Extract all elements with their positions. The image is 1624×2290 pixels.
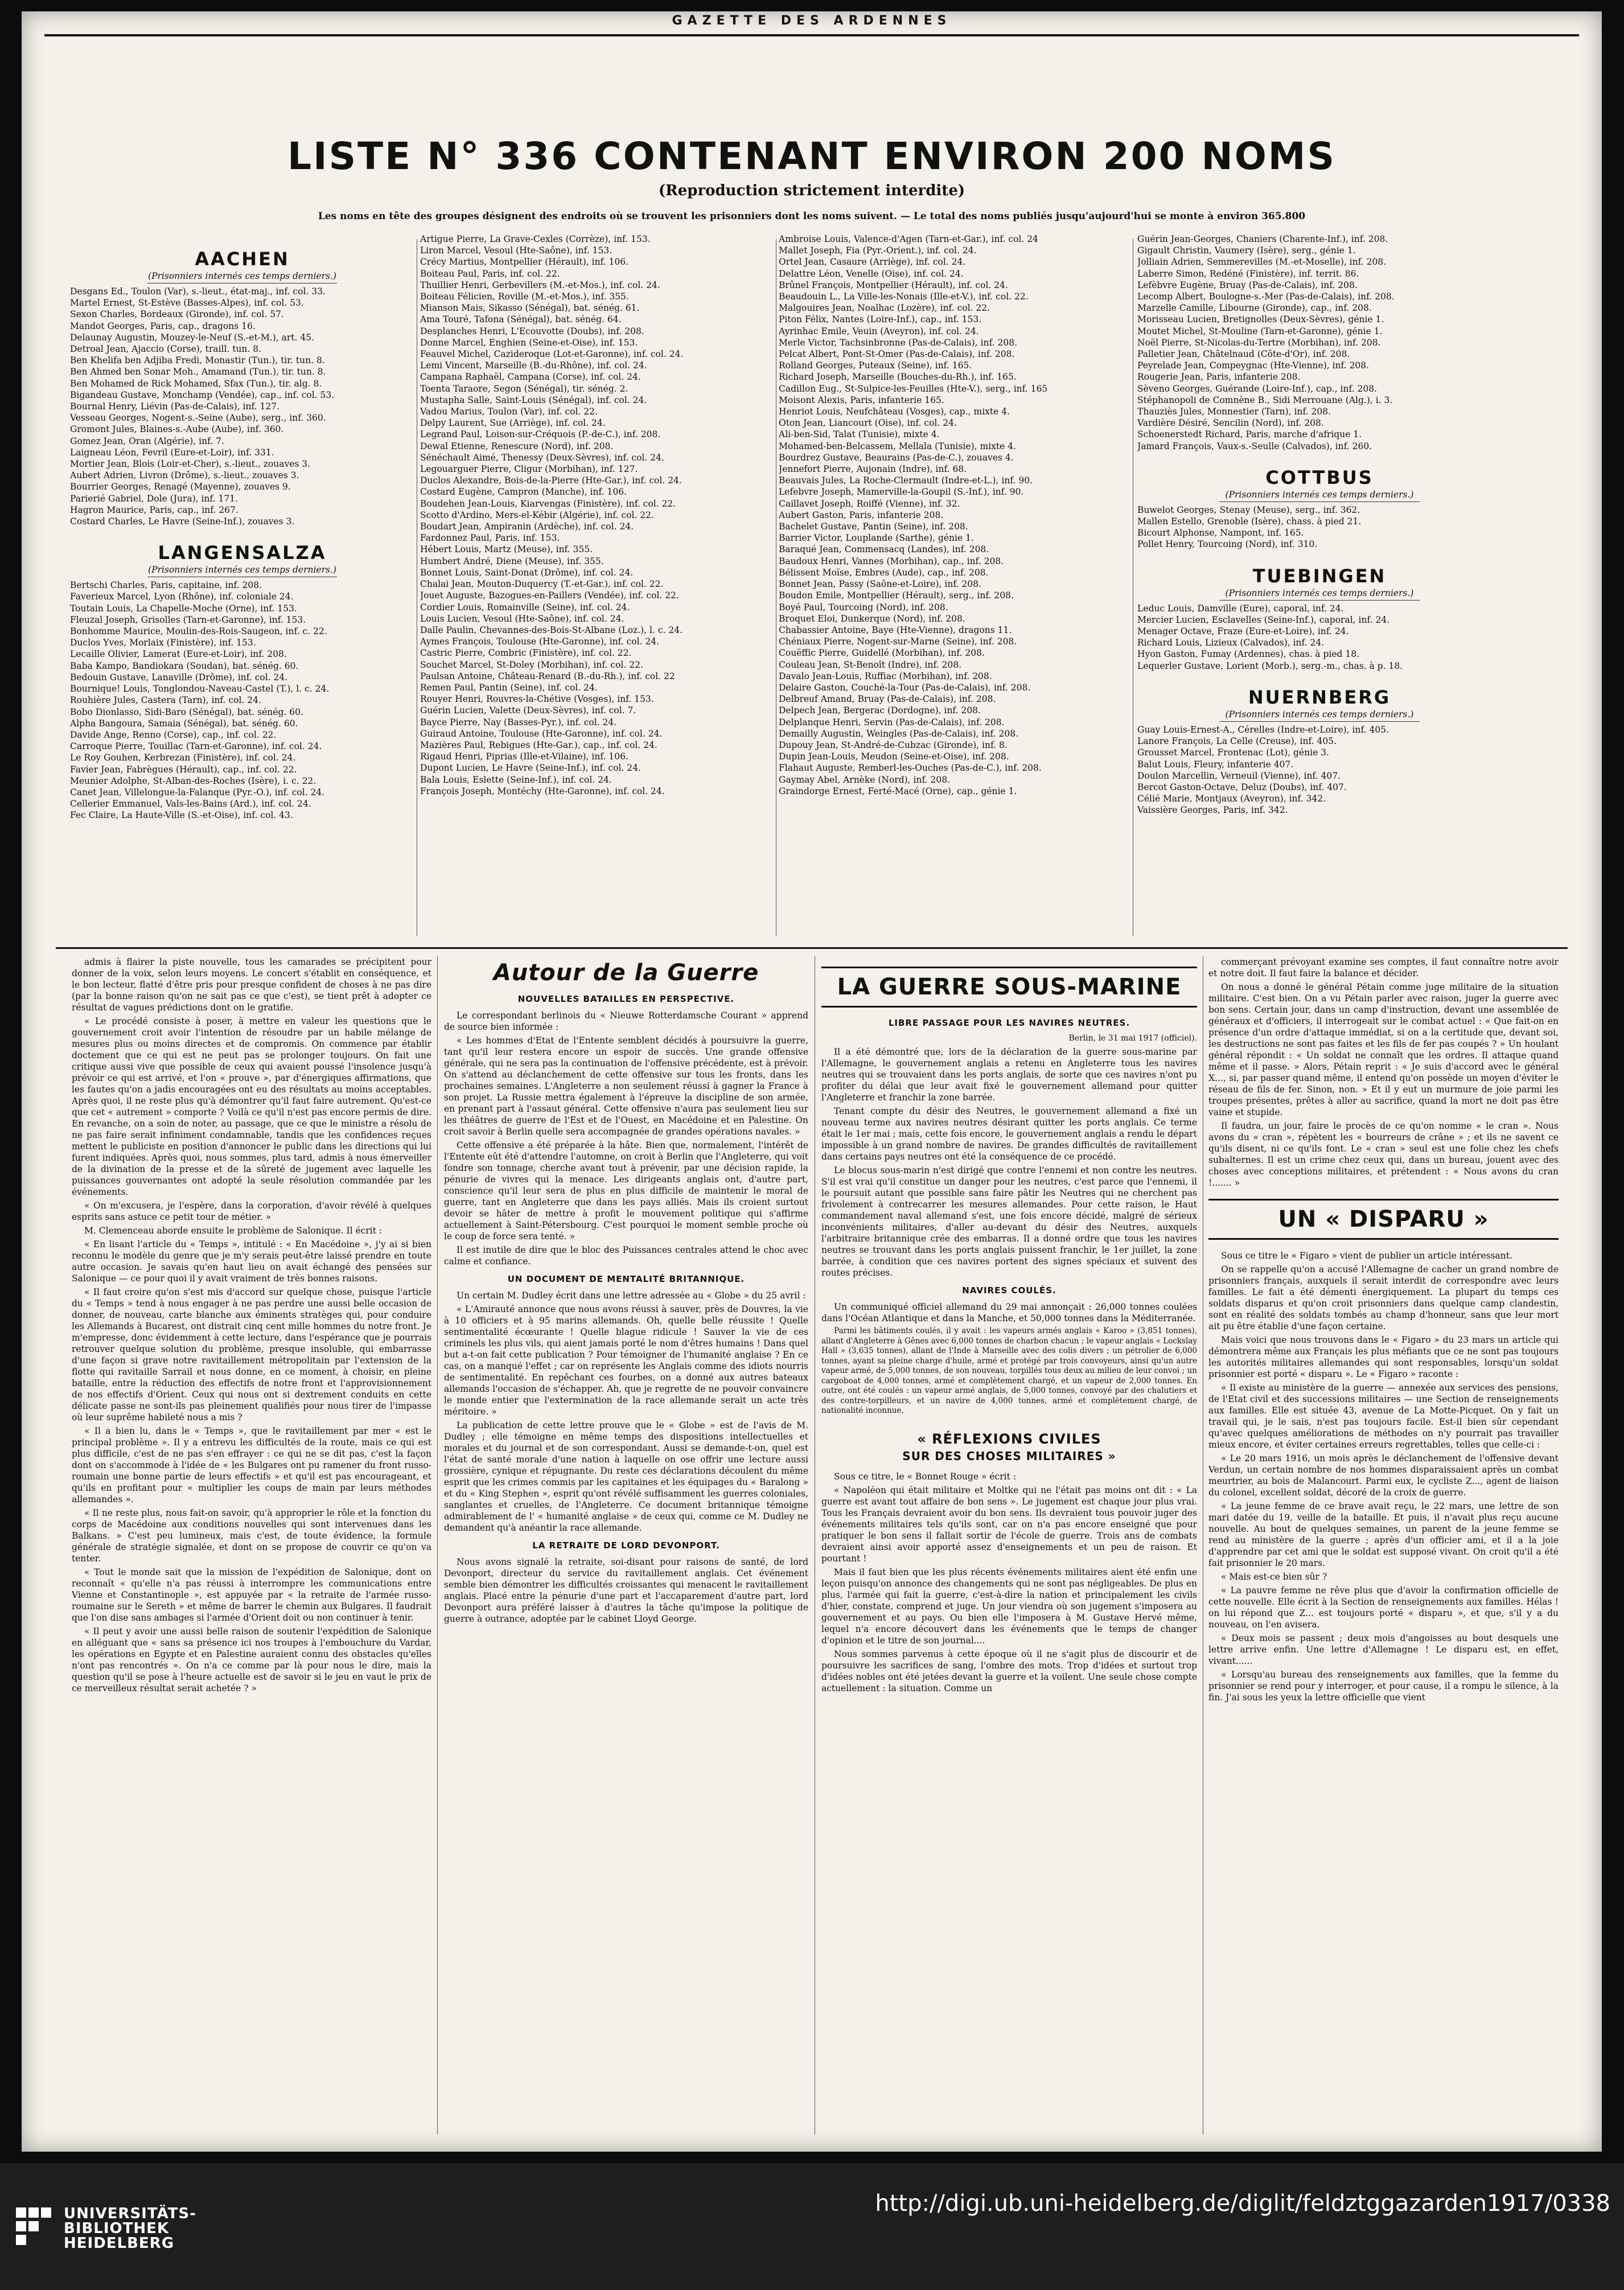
prisoner-entry: Duclos Alexandre, Bois-de-la-Pierre (Hte-Gar.), inf. col. 24. bbox=[420, 475, 682, 486]
source-url-link[interactable]: http://digi.ub.uni-heidelberg.de/diglit/feldztggazarden1917/0338 bbox=[875, 2190, 1610, 2217]
prisoner-entry: Stéphanopoli de Comnène B., Sidi Merrouane (Alg.), i. 3. bbox=[1137, 394, 1393, 405]
camp-heading: TUEBINGEN bbox=[1252, 565, 1387, 587]
prisoner-entry: Dewal Etienne, Renescure (Nord), inf. 208. bbox=[420, 441, 614, 451]
prisoner-entry: Boiteau Félicien, Roville (M.-et-Mos.), inf. 355. bbox=[420, 291, 629, 302]
prisoner-entry: Célié Marie, Montjaux (Aveyron), inf. 342. bbox=[1137, 794, 1326, 804]
list-column-2 bbox=[420, 233, 773, 939]
prisoner-entry: Chalai Jean, Mouton-Duquercy (T.-et-Gar.), inf. col. 22. bbox=[420, 579, 664, 590]
prisoner-entry: Costard Charles, Le Havre (Seine-Inf.), zouaves 3. bbox=[70, 516, 295, 527]
prisoner-entry: Mercier Lucien, Esclavelles (Seine-Inf.), caporal, inf. 24. bbox=[1137, 614, 1390, 625]
article-paragraph: Tenant compte du désir des Neutres, le gouvernement allemand a fixé un nouveau terme aux navires neutres désirant quitter les ports anglais. Ce terme était le 1er mai ; mais, cette fois encore, le gouvernement anglais a rendu le départ impossible à un grand nombre de navires. De grandes difficultés de ravitaillement dans certains pays neutres ont été la conséquence de ce procédé. bbox=[821, 1106, 1197, 1162]
prisoner-entry: Vaissière Georges, Paris, inf. 342. bbox=[1137, 805, 1288, 816]
prisoner-entry: Ortel Jean, Casaure (Arriège), inf. col. 24. bbox=[779, 257, 966, 268]
prisoner-entry: Boudehen Jean-Louis, Kiarvengas (Finistère), inf. col. 22. bbox=[420, 498, 676, 509]
camp-rule bbox=[1219, 600, 1420, 601]
prisoner-entry: Guérin Lucien, Valette (Deux-Sèvres), inf. col. 7. bbox=[420, 705, 636, 716]
prisoner-entry: Flahaut Auguste, Remberl-les-Ouches (Pas-de-C.), inf. 208. bbox=[779, 763, 1042, 774]
prisoner-entry: Peyrelade Jean, Compeygnac (Hte-Vienne), inf. 208. bbox=[1137, 360, 1370, 371]
article-subheading: NOUVELLES BATAILLES EN PERSPECTIVE. bbox=[517, 994, 735, 1004]
article-paragraph: « Il existe au ministère de la guerre — annexée aux services des pensions, de l'Etat civil et des successions militaires — une Section de renseignements aux familles. Elle est située 43, avenue de La Motte-Picquet. On y fait un travail qui, je le sais, n'est pas toujours facile. Est-il bien sûr cependant qu'avec quelques améliorations de méthodes on n'y pourrait pas travailler mieux encore, et éviter certaines erreurs regrettables, telles que celle-ci : bbox=[1208, 1383, 1559, 1450]
article-paragraph: On se rappelle qu'on a accusé l'Allemagne de cacher un grand nombre de prisonniers français, auxquels il serait interdit de correspondre avec leurs familles. Le fait a été démenti énergiquement. La plupart du temps ces soldats disparus et qu'on croit prisonniers dans quelque camp clandestin, sont en réalité des soldats tombés au champ d'honneur, sans que leur mort ait pu être établie d'une façon certaine. bbox=[1208, 1264, 1559, 1331]
prisoner-entry: Lecomp Albert, Boulogne-s.-Mer (Pas-de-Calais), inf. 208. bbox=[1137, 291, 1395, 302]
prisoner-entry: Bachelet Gustave, Pantin (Seine), inf. 208. bbox=[779, 521, 968, 532]
prisoner-entry: Delplanque Henri, Servin (Pas-de-Calais), inf. 208. bbox=[779, 717, 1005, 727]
prisoner-entry: Bourdrez Gustave, Beaurains (Pas-de-C.), zouaves 4. bbox=[779, 452, 1014, 463]
prisoner-entry: Lequerler Gustave, Lorient (Morb.), serg.-m., chas. à p. 18. bbox=[1137, 660, 1403, 671]
article-paragraph: « En lisant l'article du « Temps », intitulé : « En Macédoine », j'y ai si bien reconnu le modèle du genre que je m'y serais peut-être laissé prendre en toute autre occasion. Je savais qu'en haut lieu on avait échangé des pensées sur Salonique — ce pour quoi il y avait vraiment de très bonnes raisons. bbox=[72, 1239, 431, 1284]
prisoner-entry: Desgans Ed., Toulon (Var), s.-lieut., état-maj., inf. col. 33. bbox=[70, 286, 326, 297]
prisoner-entry: Parierié Gabriel, Dole (Jura), inf. 171. bbox=[70, 493, 238, 504]
prisoner-entry: Lanore François, La Celle (Creuse), inf. 405. bbox=[1137, 736, 1337, 747]
article-paragraph: Nous sommes parvenus à cette époque où il ne s'agit plus de discourir et de poursuivre les sacrifices de sang, l'ombre des mots. Trop d'idées et surtout trop d'idées nobles ont été jetées devant la guerre et la voilent. Une seule chose compte actuellement : la situation. Comme un bbox=[821, 1648, 1197, 1693]
prisoner-entry: Delpech Jean, Bergerac (Dordogne), inf. 208. bbox=[779, 705, 981, 716]
viewer-footer bbox=[0, 2163, 1624, 2290]
article-paragraph: « Tout le monde sait que la mission de l'expédition de Salonique, dont on reconnaît « qu'elle n'a pas réussi à interrompre les communications entre Vienne et Constantinople », est appuyée par « la retraite de l'armée russo-roumaine sur le Sereth » et même de barrer le chemin aux Bulgares. Il faudrait que l'on dise sans ambages si l'armée d'Orient doit ou non continuer à tenir. bbox=[72, 1567, 431, 1623]
prisoner-entry: Toutain Louis, La Chapelle-Moche (Orne), inf. 153. bbox=[70, 603, 297, 614]
article-heading: « RÉFLEXIONS CIVILES bbox=[917, 1430, 1101, 1447]
prisoner-entry: Aubert Adrien, Livron (Drôme), s.-lieut., zouaves 3. bbox=[70, 470, 299, 481]
prisoner-entry: Beaudouin L., La Ville-les-Nonais (Ille-et-V.), inf. col. 22. bbox=[779, 291, 1029, 302]
head-rule bbox=[44, 34, 1579, 36]
prisoner-entry: Guérin Jean-Georges, Chaniers (Charente-Inf.), inf. 208. bbox=[1137, 234, 1388, 244]
prisoner-entry: Pollet Henry, Tourcoing (Nord), inf. 310. bbox=[1137, 539, 1318, 550]
prisoner-entry: Merle Victor, Tachsinbronne (Pas-de-Calais), inf. 208. bbox=[779, 337, 1017, 348]
prisoner-entry: Mianson Mais, Sikasso (Sénégal), bat. sénég. 61. bbox=[420, 303, 640, 314]
prisoner-entry: Mohamed-ben-Belcassem, Mellala (Tunisie), mixte 4. bbox=[779, 441, 1016, 451]
prisoner-entry: Martel Ernest, St-Estève (Basses-Alpes), inf. col. 53. bbox=[70, 298, 304, 309]
prisoner-entry: Bedouin Gustave, Lanaville (Drôme), inf. col. 24. bbox=[70, 672, 288, 683]
article-paragraph: « Le procédé consiste à poser, à mettre en valeur les questions que le gouvernement croit avoir l'intention de résoudre par un habile mélange de mesures plus ou moins directes et de compromis. On commence par établir doctement que ce qui est ne peut pas se prolonger toujours. On fait une critique aussi vive que possible de ceux qui avaient poussé l'insolence jusqu'à prévoir ce qui est arrivé, et l'on « prouve », par d'énergiques affirmations, que les fautes qu'on a jadis encouragées ont eu des résultats au moins acceptables. Après quoi, il ne reste plus qu'à démontrer qu'il faut faire autrement. Qu'est-ce que cet « autrement » comporte ? Voilà ce qu'il n'est pas encore permis de dire. En revanche, on a soin de noter, au passage, que ce que le ministre a résolu de ne pas faire serait infiniment condamnable, tandis que les confidences reçues mettent le publiciste en position d'annoncer le public dans les directions qui lui furent indiquées. Après quoi, nous sommes, plus tard, admis à nous émerveiller de la divination de la presse et de la sûreté de jugement avec laquelle les puissances gouvernantes ont adopté la seule résolution commandée par les événements. bbox=[72, 1016, 431, 1197]
prisoner-entry: Ben Ahmed ben Sonar Moh., Amamand (Tun.), tir. tun. 8. bbox=[70, 367, 326, 377]
article-paragraph: Un certain M. Dudley écrit dans une lettre adressée au « Globe » du 25 avril : bbox=[457, 1290, 806, 1301]
prisoner-entry: Rouyer Henri, Rouvres-la-Chétive (Vosges), inf. 153. bbox=[420, 694, 654, 705]
prisoner-entry: Ama Touré, Tafona (Sénégal), bat. sénég. 64. bbox=[420, 314, 622, 325]
article-paragraph: « L'Amirauté annonce que nous avons réussi à sauver, près de Douvres, la vie à 10 officiers et à 95 marins allemands. Oh, quelle belle réussite ! Quelle sentimentalité écœurante ! Quelle blague ridicule ! Sauver la vie de ces criminels les plus vils, qui aient jamais porté le nom d'êtres humains ! Dans quel but a-t-on fait cette publication ? Pour témoigner de l'humanité anglaise ? En ce cas, on a manqué l'effet ; car on représente les Anglais comme des idiots nourris de sentimentalité. En repêchant ces fourbes, on a donné aux autres bateaux allemands l'occasion de s'échapper. Ah, que je regrette de ne pouvoir convaincre le monde entier que l'extermination de la race allemande serait un acte très méritoire. » bbox=[444, 1304, 808, 1417]
column-divider bbox=[437, 956, 438, 2135]
prisoner-entry: Oton Jean, Liancourt (Oise), inf. col. 24. bbox=[779, 418, 957, 429]
prisoner-entry: Remen Paul, Pantin (Seine), inf. col. 24. bbox=[420, 682, 598, 693]
list-column-3 bbox=[779, 233, 1129, 939]
prisoner-entry: Piton Félix, Nantes (Loire-Inf.), cap., inf. 153. bbox=[779, 314, 982, 325]
prisoner-entry: Scotto d'Ardino, Mers-el-Kébir (Algérie), inf. col. 22. bbox=[420, 509, 654, 520]
prisoner-entry: Jolliain Adrien, Semmerevilles (M.-et-Moselle), inf. 208. bbox=[1137, 257, 1387, 268]
library-name-line: BIBLIOTHEK bbox=[64, 2220, 170, 2237]
prisoner-entry: Broquet Eloi, Dunkerque (Nord), inf. 208. bbox=[779, 613, 965, 624]
prisoner-entry: Detroal Jean, Ajaccio (Corse), traill. tun. 8. bbox=[70, 344, 262, 355]
library-name-line: HEIDELBERG bbox=[64, 2235, 175, 2252]
prisoner-entry: Bourrier Georges, Renagé (Mayenne), zouaves 9. bbox=[70, 482, 291, 492]
list-subtitle: Les noms en tête des groupes désignent des endroits où se trouvent les prisonniers dont les noms suivent. — Le total des noms publiés jusqu'aujourd'hui se monte à environ 365.800 bbox=[318, 211, 1306, 222]
article-paragraph: On nous a donné le général Pétain comme juge militaire de la situation militaire. C'est bien. On a vu Pétain parler avec raison, juger la guerre avec bon sens. Certain jour, dans un camp d'instruction, devant une assemblée de généraux et d'officiers, il interrogeait sur le combat actuel : « Que fait-on en présence d'un ordre d'attaque immédiat, si on a la certitude que, devant soi, les destructions ne sont pas faites et les fils de fer pas coupés ? » Un houlant général répondit : « Un soldat ne connaît que les ordres. Il attaque quand même et il passe. » Alors, Pétain reprit : « Je suis d'accord avec le général X..., si, par passer quand même, il entend qu'on possède un moyen d'éviter le réseau de fils de fer. Sinon, non. » Et il y eut un murmure de joie parmi les troupes présentes, prêtes à aller au sacrifice, quand la mort ne doit pas être vaine et stupide. bbox=[1208, 982, 1559, 1117]
article-heading: Autour de la Guerre bbox=[493, 960, 759, 986]
prisoner-entry: Cadillon Eug., St-Sulpice-les-Feuilles (Hte-V.), serg., inf. 165 bbox=[779, 383, 1048, 394]
article-paragraph: « La jeune femme de ce brave avait reçu, le 22 mars, une lettre de son mari datée du 19, veille de la bataille. Et puis, il n'avait plus reçu aucune nouvelle. Au bout de quelques semaines, un parent de la jeune femme se rend au ministère de la guerre ; après d'un officier ami, et il a la joie d'apprendre par cet ami que le soldat est supposé vivant. On croit qu'il a été fait prisonnier le 20 mars. bbox=[1208, 1501, 1559, 1568]
prisoner-entry: Rigaud Henri, Piprias (Ille-et-Vilaine), inf. 106. bbox=[420, 751, 628, 762]
prisoner-entry: Grousset Marcel, Frontenac (Lot), génie 3. bbox=[1137, 747, 1329, 758]
prisoner-entry: Delattre Léon, Venelle (Oise), inf. col. 24. bbox=[779, 268, 964, 279]
prisoner-entry: Jennefort Pierre, Aujonain (Indre), inf. 68. bbox=[779, 464, 967, 475]
prisoner-entry: Gromont Jules, Blaines-s.-Aube (Aube), inf. 360. bbox=[70, 424, 284, 435]
prisoner-entry: Graindorge Ernest, Ferté-Macé (Orne), cap., génie 1. bbox=[779, 786, 1017, 796]
camp-note: (Prisonniers internés ces temps derniers.) bbox=[148, 271, 336, 281]
prisoner-entry: Desplanches Henri, L'Ecouvotte (Doubs), inf. 208. bbox=[420, 326, 644, 336]
prisoner-entry: Sexon Charles, Bordeaux (Gironde), inf. col. 57. bbox=[70, 309, 284, 320]
prisoner-entry: Faverieux Marcel, Lyon (Rhône), inf. coloniale 24. bbox=[70, 591, 294, 602]
reproduction-note: (Reproduction strictement interdite) bbox=[658, 182, 965, 199]
prisoner-entry: Baudoux Henri, Vannes (Morbihan), cap., inf. 208. bbox=[779, 556, 1004, 566]
article-paragraph: « On m'excusera, je l'espère, dans la corporation, d'avoir révélé à quelques esprits sans astuce ce petit tour de métier. » bbox=[72, 1200, 431, 1222]
article-column-4 bbox=[1208, 956, 1559, 2140]
camp-note: (Prisonniers internés ces temps derniers.) bbox=[1225, 587, 1414, 598]
prisoner-entry: Mortier Jean, Blois (Loir-et-Cher), s.-lieut., zouaves 3. bbox=[70, 459, 311, 470]
article-paragraph: « Le 20 mars 1916, un mois après le déclanchement de l'offensive devant Verdun, un certain nombre de nos hommes disparaissaient après un combat meurtrier, au bois de Malancourt. Parmi eux, le cycliste Z..., agent de liaison du colonel, excellent soldat, décoré de la croix de guerre. bbox=[1208, 1453, 1559, 1498]
article-column-2 bbox=[444, 956, 808, 2140]
prisoner-entry: Bonnet Jean, Passy (Saône-et-Loire), inf. 208. bbox=[779, 579, 981, 590]
prisoner-entry: Dupont Lucien, Le Havre (Seine-Inf.), inf. col. 24. bbox=[420, 763, 641, 774]
prisoner-entry: Guay Louis-Ernest-A., Cérelles (Indre-et-Loire), inf. 405. bbox=[1137, 724, 1389, 735]
prisoner-entry: Carroque Pierre, Touillac (Tarn-et-Garonne), inf. col. 24. bbox=[70, 741, 322, 752]
prisoner-entry: Bala Louis, Eslette (Seine-Inf.), inf. col. 24. bbox=[420, 774, 612, 785]
prisoner-entry: Donne Marcel, Enghien (Seine-et-Oise), inf. 153. bbox=[420, 337, 638, 348]
article-paragraph: « Les hommes d'Etat de l'Entente semblent décidés à poursuivre la guerre, tant qu'il leur restera encore un espoir de succès. Une grande offensive générale, qui ne sera pas la continuation de l'offensive précédente, est à prévoir. On s'attend au déclanchement de cette offensive sur tous les fronts, dans les prochaines semaines. L'Angleterre a non seulement réussi à gagner la France à son projet. La Russie mettra également à l'épreuve la discipline de son armée, en prenant part à l'assaut général. Cette offensive n'aura pas seulement lieu sur les théâtres de guerre de l'Est et de l'Ouest, en Macédoine et en Palestine. On croit savoir à Berlin quelle sera accompagnée de grandes opérations navales. » bbox=[444, 1035, 808, 1137]
prisoner-entry: Couleau Jean, St-Benoît (Indre), inf. 208. bbox=[779, 659, 962, 670]
prisoner-entry: Hébert Louis, Martz (Meuse), inf. 355. bbox=[420, 544, 593, 555]
page-title: LISTE N° 336 CONTENANT ENVIRON 200 NOMS bbox=[287, 134, 1337, 178]
prisoner-entry: Artigue Pierre, La Grave-Cexles (Corrèze), inf. 153. bbox=[420, 234, 651, 244]
article-paragraph: Un communiqué officiel allemand du 29 mai annonçait : 26,000 tonnes coulées dans l'Océan Atlantique et dans la Manche, et 50,000 tonnes dans la Méditerranée. bbox=[821, 1302, 1197, 1323]
prisoner-entry: Dupouy Jean, St-André-de-Cubzac (Gironde), inf. 8. bbox=[779, 739, 1008, 750]
article-paragraph: Parmi les bâtiments coulés, il y avait : les vapeurs armés anglais « Karoo » (3,851 tonnes), allant d'Angleterre à Gênes avec 6,000 tonnes de charbon chacun ; le vapeur anglais « Lockslay Hall » (3,635 tonnes), allant de l'Inde à Marseille avec des colis divers ; un pétrolier de 6,000 tonnes, ayant sa pleine charge d'huile, armé et protégé par trois convoyeurs, ainsi qu'un autre vapeur armé, de 5,000 tonnes, de son nouveau, torpillés tous deux au milieu de leur convoi ; un cargoboat de 4,000 tonnes, armé et complètement chargé, et un vapeur de 2,000 tonnes. En outre, ont été coulés : un vapeur armé anglais, de 5,000 tonnes, convoyé par des chalutiers et des contre-torpilleurs, et un navire de 4,000 tonnes, armé et complètement chargé, de nationalité inconnue. bbox=[821, 1326, 1197, 1415]
prisoner-entry: Bertschi Charles, Paris, capitaine, inf. 208. bbox=[70, 580, 262, 591]
article-subheading: LA RETRAITE DE LORD DEVONPORT. bbox=[532, 1540, 720, 1551]
prisoner-entry: Baraqué Jean, Commensacq (Landes), inf. 208. bbox=[779, 544, 989, 555]
prisoner-entry: Menager Octave, Fraze (Eure-et-Loire), inf. 24. bbox=[1137, 626, 1349, 637]
prisoner-entry: Boyé Paul, Tourcoing (Nord), inf. 208. bbox=[779, 602, 948, 612]
prisoner-entry: Malgouires Jean, Noalhac (Lozère), inf. col. 22. bbox=[779, 303, 990, 314]
prisoner-entry: Bonhomme Maurice, Moulin-des-Rois-Saugeon, inf. c. 22. bbox=[70, 626, 327, 637]
prisoner-entry: Rolland Georges, Puteaux (Seine), inf. 165. bbox=[779, 360, 972, 371]
article-paragraph: « Mais est-ce bien sûr ? bbox=[1221, 1572, 1327, 1582]
camp-rule bbox=[1219, 501, 1420, 502]
prisoner-entry: Delaire Gaston, Couché-la-Tour (Pas-de-Calais), inf. 208. bbox=[779, 682, 1031, 693]
camp-rule bbox=[1219, 721, 1420, 722]
article-paragraph: « Il peut y avoir une aussi belle raison de soutenir l'expédition de Salonique en alléguant que « sans sa présence ici nos troupes à l'embouchure du Vardar, les opérations en Egypte et en Palestine auraient connu des obstacles qu'elles n'ont pas rencontrés ». On n'a ce comme par là pour nous le dire, mais la question qu'il se pose à l'heure actuelle est de savoir si le jeu en vaut le prix de ce merveilleux résultat serait achetée ? » bbox=[72, 1626, 431, 1693]
prisoner-entry: Davalo Jean-Louis, Ruffiac (Morbihan), inf. 208. bbox=[779, 671, 992, 681]
camp-heading: LANGENSALZA bbox=[158, 542, 327, 564]
prisoner-entry: Leduc Louis, Damville (Eure), caporal, inf. 24. bbox=[1137, 603, 1344, 614]
prisoner-entry: Thauziès Jules, Monnestier (Tarn), inf. 208. bbox=[1137, 406, 1331, 417]
prisoner-entry: Delaunay Augustin, Mouzey-le-Neuf (S.-et-M.), art. 45. bbox=[70, 332, 315, 343]
prisoner-entry: Bélissent Moïse, Embres (Aude), cap., inf. 208. bbox=[779, 567, 989, 578]
prisoner-entry: Cordier Louis, Romainville (Seine), inf. col. 24. bbox=[420, 602, 630, 612]
prisoner-entry: Rouhière Jules, Castera (Tarn), inf. col. 24. bbox=[70, 695, 261, 706]
article-paragraph: commerçant prévoyant examine ses comptes, il faut connaître notre avoir et notre doit. Il faut faire la balance et décider. bbox=[1208, 957, 1559, 979]
article-paragraph: M. Clemenceau aborde ensuite le problème de Salonique. Il écrit : bbox=[84, 1226, 383, 1236]
list-column-1 bbox=[70, 233, 414, 939]
prisoner-entry: Pelcat Albert, Pont-St-Omer (Pas-de-Calais), inf. 208. bbox=[779, 349, 1015, 360]
prisoner-entry: Aubert Gaston, Paris, infanterie 208. bbox=[779, 509, 944, 520]
prisoner-entry: Boudon Emile, Montpellier (Hérault), serg., inf. 208. bbox=[779, 590, 1014, 601]
article-paragraph: « Lorsqu'au bureau des renseignements aux familles, que la femme du prisonnier se rend pour y interroger, et pour cause, il a rompu le silence, à la fin. J'ai sous les yeux la lettre officielle que vient bbox=[1208, 1670, 1559, 1703]
library-name bbox=[64, 2206, 196, 2251]
prisoner-entry: Davide Ange, Renno (Corse), cap., inf. col. 22. bbox=[70, 729, 277, 740]
prisoner-entry: Gigault Christin, Vaumery (Isère), serg., génie 1. bbox=[1137, 245, 1356, 256]
camp-note: (Prisonniers internés ces temps derniers.) bbox=[1225, 709, 1414, 720]
prisoner-entry: Caillavet Joseph, Roiffé (Vienne), inf. 32. bbox=[779, 498, 960, 509]
prisoner-entry: Bayce Pierre, Nay (Basses-Pyr.), inf. col. 24. bbox=[420, 717, 617, 727]
prisoner-entry: Delbreuf Amand, Bruay (Pas-de-Calais), inf. 208. bbox=[779, 694, 996, 705]
prisoner-entry: Palletier Jean, Châtelnaud (Côte-d'Or), inf. 208. bbox=[1137, 349, 1350, 360]
prisoner-entry: Balut Louis, Fleury, infanterie 407. bbox=[1137, 759, 1294, 770]
prisoner-entry: Bournal Henry, Liévin (Pas-de-Calais), inf. 127. bbox=[70, 401, 280, 412]
camp-heading: AACHEN bbox=[195, 248, 290, 270]
prisoner-entry: Vadou Marius, Toulon (Var), inf. col. 22. bbox=[420, 406, 598, 417]
prisoner-entry: Ben Khelifa ben Adjiba Fredi, Monastir (Tun.), tir. tun. 8. bbox=[70, 355, 325, 366]
prisoner-entry: Doulon Marcellin, Verneuil (Vienne), inf. 407. bbox=[1137, 770, 1341, 781]
prisoner-entry: Henriot Louis, Neufchâteau (Vosges), cap., mixte 4. bbox=[779, 406, 1010, 417]
prisoner-entry: Demailly Augustin, Weingles (Pas-de-Calais), inf. 208. bbox=[779, 728, 1019, 739]
article-paragraph: Sous ce titre le « Figaro » vient de publier un article intéressant. bbox=[1221, 1251, 1512, 1261]
library-name-line: UNIVERSITÄTS- bbox=[64, 2205, 196, 2222]
article-paragraph: Il faudra, un jour, faire le procès de ce qu'on nomme « le cran ». Nous avons du « cran », répètent les « bourreurs de crâne » ; et ils ne savent ce qu'ils disent, ni ce qu'ils font. Le « cran » seul est une folie chez les chefs subalternes. Il est un crime chez ceux qui, dans un bureau, jouent avec des choses avec conceptions militaires, et prétendent : « Nous avons du cran !....... » bbox=[1208, 1121, 1559, 1188]
prisoner-entry: Sèveno Georges, Guérande (Loire-Inf.), cap., inf. 208. bbox=[1137, 383, 1378, 394]
article-paragraph: admis à flairer la piste nouvelle, tous les camarades se précipitent pour donner de la voix, selon leurs moyens. Le concert s'établit en conséquence, et le bon lecteur, flatté d'être pris pour presque confident de choses à ne pas dire (par la bonne raison qu'on ne sait pas ce que c'est), se tient prêt à adopter ce résultat de vagues prédictions dont on le gratifie. bbox=[72, 957, 431, 1013]
prisoner-entry: Sénéchault Aimé, Thenessy (Deux-Sèvres), inf. col. 24. bbox=[420, 452, 664, 463]
prisoner-entry: Le Roy Gouhen, Kerbrezan (Finistère), inf. col. 24. bbox=[70, 753, 296, 763]
article-paragraph: « Il faut croire qu'on s'est mis d'accord sur quelque chose, puisque l'article du « Temps » tend à nous engager à ne pas perdre une aussi belle occasion de donner, de nouveau, carte blanche aux éminents stratèges qui, pour conduire les Allemands à Bucarest, ont distrait cinq cent mille hommes du notre front. Je m'empresse, donc évidemment à cette lecture, dans l'espérance que je pourrais retrouver quelque solution du problème, presque insoluble, qui embarrasse d'une façon si grave notre ravitaillement métropolitain par l'extension de la flotte qui ravitaille Sarrail et nous donne, en ce moment, à choisir, en pleine bataille, entre la réduction des effectifs de notre front et l'approvisionnement de nos effectifs d'Orient. Ceux qui nous ont si dextrement conduits en cette délicate passe ne sont-ils pas pleinement qualifiés pour nous tirer de l'impasse où leur suprême habileté nous a mis ? bbox=[72, 1287, 431, 1422]
prisoner-entry: Richard Joseph, Marseille (Bouches-du-Rh.), inf. 165. bbox=[779, 372, 1017, 383]
article-column-1 bbox=[72, 956, 431, 2140]
prisoner-entry: Ambroise Louis, Valence-d'Agen (Tarn-et-Gar.), inf. col. 24 bbox=[779, 234, 1038, 244]
prisoner-entry: Buwelot Georges, Stenay (Meuse), serg., inf. 362. bbox=[1137, 504, 1360, 515]
prisoner-entry: Dalle Paulin, Chevannes-des-Bois-St-Albane (Loz.), l. c. 24. bbox=[420, 624, 683, 635]
article-paragraph: Nous avons signalé la retraite, soi-disant pour raisons de santé, de lord Devonport, directeur du service du ravitaillement anglais. Cet événement semble bien démontrer les difficultés croissantes qui menacent le ravitaillement anglais. Placé entre la pénurie d'une part et l'accaparement d'autre part, lord Devonport aura préféré laisser à d'autres la tâche qu'impose la politique de guerre à outrance, adoptée par le cabinet Lloyd George. bbox=[444, 1557, 808, 1624]
prisoner-entry: Laberre Simon, Redéné (Finistère), inf. territ. 86. bbox=[1137, 268, 1359, 279]
prisoner-entry: Laigneau Léon, Fevril (Eure-et-Loir), inf. 331. bbox=[70, 447, 274, 458]
prisoner-entry: Chabassier Antoine, Baye (Hte-Vienne), dragons 11. bbox=[779, 624, 1012, 635]
dateline: Berlin, le 31 mai 1917 (officiel). bbox=[1068, 1034, 1197, 1043]
article-paragraph: Mais voici que nous trouvons dans le « Figaro » du 23 mars un article qui démontrera même aux Français les plus méfiants que ce ne sont pas toujours les autorités militaires allemandes qui sont responsables, lorsqu'un soldat prisonnier est porté « disparu ». Le « Figaro » raconte : bbox=[1208, 1335, 1559, 1379]
prisoner-entry: Noël Pierre, St-Nicolas-du-Tertre (Morbihan), inf. 208. bbox=[1137, 337, 1381, 348]
article-heading: SUR DES CHOSES MILITAIRES » bbox=[902, 1449, 1116, 1463]
prisoner-entry: Vesseau Georges, Nogent-s.-Seine (Aube), serg., inf. 360. bbox=[70, 413, 326, 424]
prisoner-entry: Mallet Joseph, Fia (Pyr.-Orient.), inf. col. 24. bbox=[779, 245, 977, 256]
prisoner-entry: Baba Kampo, Bandiokara (Soudan), bat. sénég. 60. bbox=[70, 660, 299, 671]
article-paragraph: « Il ne reste plus, nous fait-on savoir, qu'à approprier le rôle et la fonction du corps de Macédoine aux conditions nouvelles qui sont intervenues dans les Balkans. » C'est peu lumineux, mais c'est, de toute évidence, la formule générale de stratégie signalée, et dont on se propose de couvrir ce qu'on va tenter. bbox=[72, 1508, 431, 1564]
prisoner-entry: Fardonnez Paul, Paris, inf. 153. bbox=[420, 533, 560, 544]
prisoner-entry: Legrand Paul, Loison-sur-Créquois (P.-de-C.), inf. 208. bbox=[420, 429, 661, 440]
prisoner-entry: Vardière Désiré, Sencilin (Nord), inf. 208. bbox=[1137, 418, 1324, 429]
prisoner-entry: Bournique! Louis, Tonglondou-Naveau-Castel (T.), l. c. 24. bbox=[70, 684, 330, 694]
prisoner-entry: Gomez Jean, Oran (Algérie), inf. 7. bbox=[70, 435, 224, 446]
prisoner-entry: Paulsan Antoine, Château-Renard (B.-du-Rh.), inf. col. 22 bbox=[420, 671, 675, 681]
article-paragraph: « Il a bien lu, dans le « Temps », que le ravitaillement par mer « est le principal problème ». Il y a entrevu les difficultés de la route, mais ce qui est plus difficile, c'est de ne pas s'en effrayer : ce qui ne se dit pas, c'est la façon dont on s'accommode à l'idée de « les Bulgares ont pu ramener du front russo-roumain une bonne partie de leurs effectifs » et qu'il est pas encourageant, et qu'ils en profitant pour « multiplier les coups de main par leurs méthodes allemandes ». bbox=[72, 1426, 431, 1504]
prisoner-entry: Lemi Vincent, Marseille (B.-du-Rhône), inf. col. 24. bbox=[420, 360, 647, 371]
prisoner-entry: Bicourt Alphonse, Nampont, inf. 165. bbox=[1137, 528, 1304, 538]
prisoner-entry: Ayrinhac Emile, Veuin (Aveyron), inf. col. 24. bbox=[779, 326, 979, 336]
prisoner-entry: Mazières Paul, Rebigues (Hte-Gar.), cap., inf. col. 24. bbox=[420, 739, 657, 750]
prisoner-entry: Canet Jean, Villelongue-la-Falanque (Pyr.-O.), inf. col. 24. bbox=[70, 787, 325, 797]
prisoner-entry: Fec Claire, La Haute-Ville (S.-et-Oise), inf. col. 43. bbox=[70, 810, 293, 821]
prisoner-entry: Thuillier Henri, Gerbevillers (M.-et-Mos.), inf. col. 24. bbox=[420, 279, 660, 290]
prisoner-entry: Costard Eugène, Campron (Manche), inf. 106. bbox=[420, 487, 627, 498]
prisoner-entry: Humbert André, Diene (Meuse), inf. 355. bbox=[420, 556, 604, 566]
prisoner-entry: Ben Mohamed de Rick Mohamed, Sfax (Tun.), tir. alg. 8. bbox=[70, 378, 322, 389]
article-paragraph: Sous ce titre, le « Bonnet Rouge » écrit : bbox=[834, 1471, 1016, 1482]
article-paragraph: « Napoléon qui était militaire et Moltke qui ne l'était pas moins ont dit : « La guerre est avant tout affaire de bon sens ». Le jugement est chaque jour plus vrai. Tous les Français devraient avoir du bon sens. Ils devraient tous pouvoir juger des événements militaires tels qu'ils sont, car on n'a pas encore enseigné que pour pratiquer le bon sens il fallait sortir de l'école de guerre. Trois ans de combats devraient ainsi avoir apporté assez d'enseignements et un peu de raison. Et pourtant ! bbox=[821, 1485, 1197, 1564]
prisoner-entry: Castric Pierre, Combric (Finistère), inf. col. 22. bbox=[420, 648, 632, 659]
prisoner-entry: Boiteau Paul, Paris, inf. col. 22. bbox=[420, 268, 560, 279]
prisoner-entry: Alpha Bangoura, Samaia (Sénégal), bat. sénég. 60. bbox=[70, 718, 298, 729]
running-head: GAZETTE DES ARDENNES bbox=[672, 14, 952, 28]
prisoner-entry: Barrier Victor, Louplande (Sarthe), génie 1. bbox=[779, 533, 974, 544]
camp-heading: NUERNBERG bbox=[1248, 686, 1391, 708]
article-paragraph: Il a été démontré que, lors de la déclaration de la guerre sous-marine par l'Allemagne, le gouvernement anglais a retenu en Angleterre tous les navires neutres qui se trouvaient dans les ports anglais, de sorte que ces navires n'ont pu profiter du délai que leur avait fixé le gouvernement allemand pour quitter l'Angleterre et franchir la zone barrée. bbox=[821, 1047, 1197, 1103]
prisoner-entry: Crécy Martius, Montpellier (Hérault), inf. 106. bbox=[420, 257, 629, 268]
article-subheading: UN DOCUMENT DE MENTALITÉ BRITANNIQUE. bbox=[507, 1274, 745, 1284]
article-heading: UN « DISPARU » bbox=[1208, 1199, 1559, 1240]
prisoner-entry: Guiraud Antoine, Toulouse (Hte-Garonne), inf. col. 24. bbox=[420, 728, 663, 739]
prisoner-entry: Mustapha Salle, Saint-Louis (Sénégal), inf. col. 24. bbox=[420, 394, 647, 405]
prisoner-entry: Liron Marcel, Vesoul (Hte-Saône), inf. 153. bbox=[420, 245, 612, 256]
prisoner-entry: Hagron Maurice, Paris, cap., inf. 267. bbox=[70, 504, 239, 515]
prisoner-entry: Moutet Michel, St-Mouline (Tarn-et-Garonne), génie 1. bbox=[1137, 326, 1383, 336]
prisoner-entry: Moisont Alexis, Paris, infanterie 165. bbox=[779, 394, 944, 405]
section-rule bbox=[56, 947, 1568, 949]
prisoner-entry: Dupin Jean-Louis, Meudon (Seine-et-Oise), inf. 208. bbox=[779, 751, 1009, 762]
prisoner-entry: Mallen Estello, Grenoble (Isère), chass. à pied 21. bbox=[1137, 516, 1362, 527]
article-paragraph: Mais il faut bien que les plus récents événements militaires aient été enfin une leçon puisqu'on annonce des changements qui ne sont pas négligeables. De plus en plus, l'armée qui fait la guerre, c'est-à-dire la nation et principalement les civils d'hier, constate, comprend et juge. Un jour viendra où son jugement s'imposera au gouvernement et au pays. Ou bien elle l'imposera à M. Gustave Hervé même, lequel n'a encore découvert dans les événements que le temps de changer d'opinion et le titre de son journal.... bbox=[821, 1567, 1197, 1646]
prisoner-entry: Beauvais Jules, La Roche-Clermault (Indre-et-L.), inf. 90. bbox=[779, 475, 1033, 486]
article-subheading: LIBRE PASSAGE POUR LES NAVIRES NEUTRES. bbox=[888, 1018, 1130, 1028]
prisoner-entry: Brûnel François, Montpellier (Hérault), inf. col. 24. bbox=[779, 279, 1008, 290]
prisoner-entry: Ali-ben-Sid, Talat (Tunisie), mixte 4. bbox=[779, 429, 940, 440]
newspaper-page bbox=[22, 11, 1602, 2152]
camp-heading: COTTBUS bbox=[1265, 466, 1374, 488]
prisoner-entry: François Joseph, Montéchy (Hte-Garonne), inf. col. 24. bbox=[420, 786, 665, 796]
article-paragraph: Cette offensive a été préparée à la hâte. Bien que, normalement, l'intérêt de l'Entente eût été d'attendre l'automne, on croit à Berlin que l'Angleterre, qui voit fondre son tonnage, cherche avant tout à prévenir, par une décision rapide, la pénurie de vivres qui la menace. Les dirigeants anglais ont, d'autre part, conscience qu'il leur sera de plus en plus difficile de maintenir le moral de guerre, tant en Angleterre que dans les pays alliés. Mais ils croient surtout devoir se hâter de mettre à profit le mouvement politique qui s'affirme actuellement à Saint-Pétersbourg. C'est pourquoi le moment semble proche où le coup de force sera tenté. » bbox=[444, 1140, 808, 1241]
prisoner-entry: Aymes François, Toulouse (Hte-Garonne), inf. col. 24. bbox=[420, 636, 660, 647]
article-column-3 bbox=[821, 956, 1197, 2140]
prisoner-entry: Boudart Jean, Ampiranin (Ardèche), inf. col. 24. bbox=[420, 521, 634, 532]
prisoner-entry: Toenta Taraore, Segon (Sénégal), tir. sénég. 2. bbox=[420, 383, 628, 394]
prisoner-entry: Morisseau Lucien, Bretignolles (Deux-Sèvres), génie 1. bbox=[1137, 314, 1384, 325]
prisoner-entry: Richard Louis, Lizieux (Calvados), inf. 24. bbox=[1137, 638, 1325, 648]
prisoner-entry: Lecaille Olivier, Lamerat (Eure-et-Loir), inf. 208. bbox=[70, 649, 287, 660]
prisoner-entry: Couëffic Pierre, Guidellé (Morbihan), inf. 208. bbox=[779, 648, 985, 659]
article-paragraph: « La pauvre femme ne rêve plus que d'avoir la confirmation officielle de cette nouvelle. Elle écrit à la Section de renseignements aux familles. Hélas ! on lui répond que Z... est toujours porté « disparu », et que, s'il y a du nouveau, on l'en avisera. bbox=[1208, 1585, 1559, 1630]
prisoner-entry: Bobo Dionlasso, Sidi-Baro (Sénégal), bat. sénég. 60. bbox=[70, 706, 303, 717]
library-logo-icon bbox=[16, 2207, 51, 2245]
article-paragraph: Le blocus sous-marin n'est dirigé que contre l'ennemi et non contre les neutres. S'il est vrai qu'il constitue un danger pour les neutres, c'est parce que l'ennemi, il le poursuit autant que possible sans faire pâtir les Neutres qui ne cherchent pas frivolement à contrecarrer les mesures allemandes. Pour cette raison, le Haut commandement naval allemand s'est, une fois encore décidé, malgré de sérieux inconvénients militaires, d'aller au-devant du désir des Neutres, auxquels l'arbitraire britannique crée des embarras. Il a donné ordre que tous les navires neutres se trouvant dans les ports anglais puissent franchir, le 1er juillet, la zone barrée, à condition que ces navires portent des signes spéciaux et suivent des routes précises. bbox=[821, 1165, 1197, 1278]
camp-note: (Prisonniers internés ces temps derniers.) bbox=[1225, 489, 1414, 500]
prisoner-entry: Bigandeau Gustave, Monchamp (Vendée), cap., inf. col. 53. bbox=[70, 389, 335, 400]
prisoner-entry: Jamard François, Vaux-s.-Seulle (Calvados), inf. 260. bbox=[1137, 441, 1372, 451]
article-paragraph: « Deux mois se passent ; deux mois d'angoisses au bout desquels une lettre arrive enfin. Une lettre d'Allemagne ! Le disparu est, en effet, vivant...... bbox=[1208, 1633, 1559, 1666]
prisoner-entry: Feauvel Michel, Cazideroque (Lot-et-Garonne), inf. col. 24. bbox=[420, 349, 684, 360]
prisoner-entry: Campana Raphaël, Campana (Corse), inf. col. 24. bbox=[420, 372, 641, 383]
prisoner-entry: Lefebvre Joseph, Mamerville-la-Goupil (S.-Inf.), inf. 90. bbox=[779, 487, 1024, 498]
prisoner-entry: Meunier Adolphe, St-Alban-des-Roches (Isère), i. c. 22. bbox=[70, 775, 316, 786]
prisoner-entry: Fleuzal Joseph, Grisolles (Tarn-et-Garonne), inf. 153. bbox=[70, 614, 306, 625]
prisoner-entry: Gaymay Abel, Arnèke (Nord), inf. 208. bbox=[779, 774, 951, 785]
prisoner-entry: Schoenerstedt Richard, Paris, marche d'afrique 1. bbox=[1137, 429, 1362, 440]
prisoner-entry: Rougerie Jean, Paris, infanterie 208. bbox=[1137, 372, 1301, 383]
prisoner-entry: Jouet Auguste, Bazogues-en-Paillers (Vendée), inf. col. 22. bbox=[420, 590, 679, 601]
prisoner-entry: Mandot Georges, Paris, cap., dragons 16. bbox=[70, 320, 256, 331]
prisoner-entry: Delpy Laurent, Sue (Arriège), inf. col. 24. bbox=[420, 418, 606, 429]
prisoner-entry: Legouarguer Pierre, Cligur (Morbihan), inf. 127. bbox=[420, 464, 638, 475]
prisoner-entry: Lefèbvre Eugène, Bruay (Pas-de-Calais), inf. 208. bbox=[1137, 279, 1358, 290]
prisoner-entry: Souchet Marcel, St-Doley (Morbihan), inf. col. 22. bbox=[420, 659, 643, 670]
list-column-4 bbox=[1137, 233, 1502, 939]
prisoner-entry: Bercot Gaston-Octave, Deluz (Doubs), inf. 407. bbox=[1137, 782, 1347, 792]
prisoner-entry: Chéniaux Pierre, Nogent-sur-Marne (Seine), inf. 208. bbox=[779, 636, 1017, 647]
prisoner-entry: Hyon Gaston, Fumay (Ardennes), chas. à pied 18. bbox=[1137, 649, 1360, 660]
article-paragraph: La publication de cette lettre prouve que le « Globe » est de l'avis de M. Dudley ; elle témoigne en même temps des dispositions intellectuelles et morales et du journal et de son correspondant. Aussi se demande-t-on, quel est l'état de santé morale d'une nation à laquelle on ose offrir une lecture aussi grossière, cynique et répugnante. Du reste ces déclarations découlent du même esprit que les crimes commis par les capitaines et les équipages du « Baralong » et du « King Stephen », esprit qu'ont révélé suffisamment les guerres coloniales, sanglantes et cruelles, de l'Angleterre. Ce document britannique témoigne admirablement de l' « humanité anglaise » de ceux qui, comme ce M. Dudley ne demandent qu'à anéantir la race allemande. bbox=[444, 1420, 808, 1533]
camp-note: (Prisonniers internés ces temps derniers.) bbox=[148, 565, 336, 575]
prisoner-entry: Cellerier Emmanuel, Vals-les-Bains (Ard.), inf. col. 24. bbox=[70, 799, 311, 809]
prisoner-entry: Louis Lucien, Vesoul (Hte-Saône), inf. col. 24. bbox=[420, 613, 624, 624]
prisoner-entry: Duclos Yves, Morlaix (Finistère), inf. 153. bbox=[70, 638, 256, 648]
article-paragraph: Il est inutile de dire que le bloc des Puissances centrales attend le choc avec calme et confiance. bbox=[444, 1245, 808, 1267]
article-subheading: NAVIRES COULÉS. bbox=[962, 1285, 1056, 1296]
article-paragraph: Le correspondant berlinois du « Nieuwe Rotterdamsche Courant » apprend de source bien informée : bbox=[444, 1010, 808, 1032]
prisoner-entry: Favier Jean, Fabrègues (Hérault), cap., inf. col. 22. bbox=[70, 764, 297, 775]
article-heading: LA GUERRE SOUS-MARINE bbox=[821, 967, 1197, 1008]
prisoner-entry: Bonnet Louis, Saint-Donat (Drôme), inf. col. 24. bbox=[420, 567, 634, 578]
prisoner-entry: Marzelle Camille, Libourne (Gironde), cap., inf. 208. bbox=[1137, 303, 1372, 314]
